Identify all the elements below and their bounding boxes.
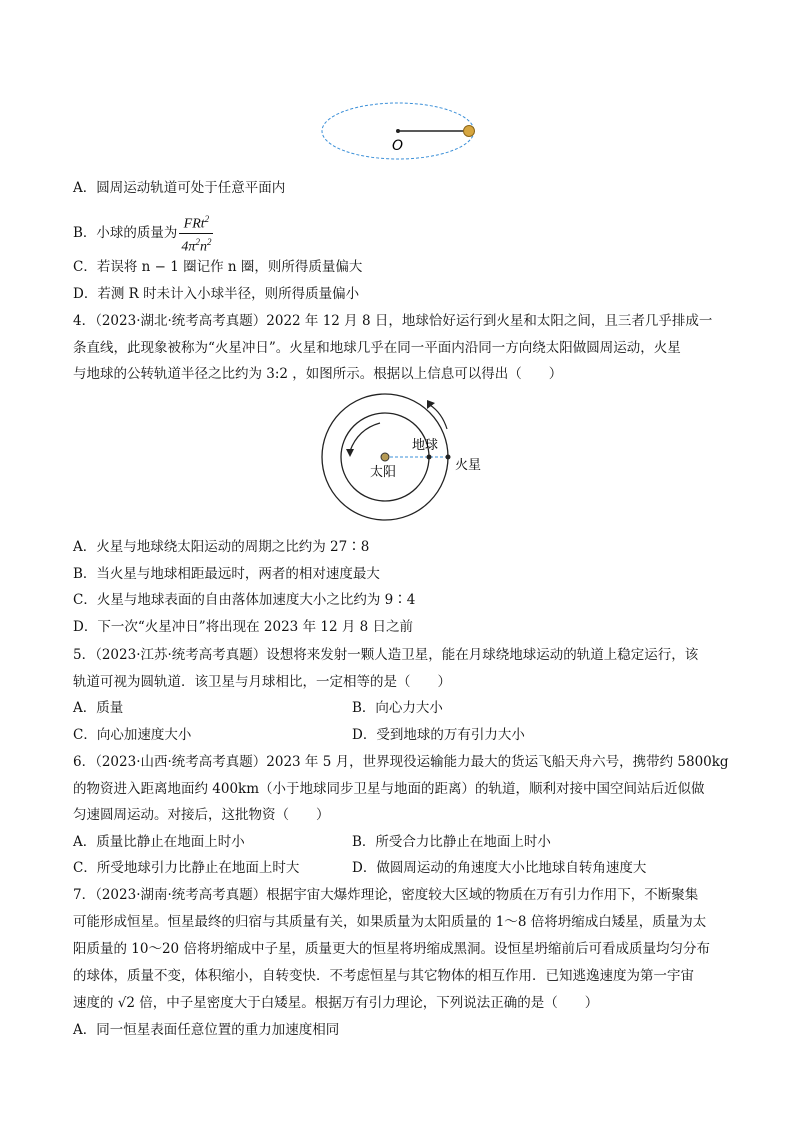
center-label: O [392,138,404,154]
solar-orbit-figure [310,393,490,543]
q3-option-d: D．若测 R 时未计入小球半径，则所得质量偏小 [73,286,360,302]
q7-stem-line4: 的球体，质量不变，体积缩小，自转变快．不考虑恒星与其它物体的相互作用．已知逃逸速度为第一宇宙 [73,968,694,984]
q4-stem-line2: 条直线，此现象被称为“火星冲日”。火星和地球几乎在同一平面内沿同一方向绕太阳做圆周运动，火星 [73,340,681,356]
q3-option-b-prefix: B．小球的质量为 [73,225,178,242]
q5-stem-line1: 5．（2023·江苏·统考高考真题）设想将来发射一颗人造卫星，能在月球绕地球运动的轨道上稳定运行，该 [73,647,699,663]
q5-option-b: B．向心力大小 [352,700,443,716]
q7-stem-line3: 阳质量的 10～20 倍将坍缩成中子星，质量更大的恒星将坍缩成黑洞。设恒星坍缩前后可看成质量均匀分布 [73,941,710,957]
earth [427,455,432,460]
q6-option-c: C．所受地球引力比静止在地面上时大 [73,860,300,876]
q4-option-a: A．火星与地球绕太阳运动的周期之比约为 27∶8 [73,539,370,555]
q4-stem-line1: 4．（2023·湖北·统考高考真题）2022 年 12 月 8 日，地球恰好运行到火星和太阳之间，且三者几乎排成一 [73,313,713,329]
q6-stem-line1: 6．（2023·山西·统考高考真题）2023 年 5 月，世界现役运输能力最大的货运飞船天舟六号，携带约 5800kg [73,754,729,770]
q6-option-a: A．质量比静止在地面上时小 [73,834,245,850]
q5-option-a: A．质量 [73,700,124,716]
q7-stem-line1: 7．（2023·湖南·统考高考真题）根据宇宙大爆炸理论，密度较大区域的物质在万有引力作用下，不断聚集 [73,887,699,903]
inner-arrow-icon [350,423,380,451]
mars-label: 火星 [455,458,482,473]
q4-option-b: B．当火星与地球相距最远时，两者的相对速度最大 [73,566,380,582]
q5-option-d: D．受到地球的万有引力大小 [352,727,525,743]
center-point [396,129,400,133]
sun-label: 太阳 [370,465,397,480]
q3-option-b [73,211,215,255]
fraction-numerator: FRt [183,216,205,232]
mass-fraction: $\frac{FRt^2}{4\pi^2n^2}$ [179,211,213,255]
q6-option-d: D．做圆周运动的角速度大小比地球自转角速度大 [352,860,647,876]
earth-label: 地球 [412,438,439,453]
sun [381,453,389,461]
inner-arrowhead-icon [346,449,354,457]
q7-stem-line2: 可能形成恒星。恒星最终的归宿与其质量有关，如果质量为太阳质量的 1～8 倍将坍缩成白矮星，质量为太 [73,914,707,930]
q7-stem-line5: 速度的 √2 倍，中子星密度大于白矮星。根据万有引力理论，下列说法正确的是（ ） [73,995,599,1011]
q3-option-a: A．圆周运动轨道可处于任意平面内 [73,180,286,196]
q6-option-b: B．所受合力比静止在地面上时小 [352,834,551,850]
q7-option-a: A．同一恒星表面任意位置的重力加速度相同 [73,1022,340,1038]
q5-option-c: C．向心加速度大小 [73,727,192,743]
orbit-figure [318,100,482,162]
q4-option-c: C．火星与地球表面的自由落体加速度大小之比约为 9∶4 [73,592,416,608]
fraction-denominator: 4π [181,239,196,255]
q3-option-c: C．若误将 n − 1 圈记作 n 圈，则所得质量偏大 [73,259,363,275]
outer-arrow-icon [430,405,447,429]
q6-stem-line3: 匀速圆周运动。对接后，这批物资（ ） [73,807,330,823]
q5-stem-line2: 轨道可视为圆轨道．该卫星与月球相比，一定相等的是（ ） [73,674,451,690]
ball [464,126,475,137]
mars [446,455,451,460]
q4-stem-line3: 与地球的公转轨道半径之比约为 3:2 ，如图所示。根据以上信息可以得出（ ） [73,366,563,382]
q4-option-d: D．下一次“火星冲日”将出现在 2023 年 12 月 8 日之前 [73,619,413,635]
q6-stem-line2: 的物资进入距离地面约 400km（小于地球同步卫星与地面的距离）的轨道，顺利对接中国空间站后近似做 [73,781,705,797]
